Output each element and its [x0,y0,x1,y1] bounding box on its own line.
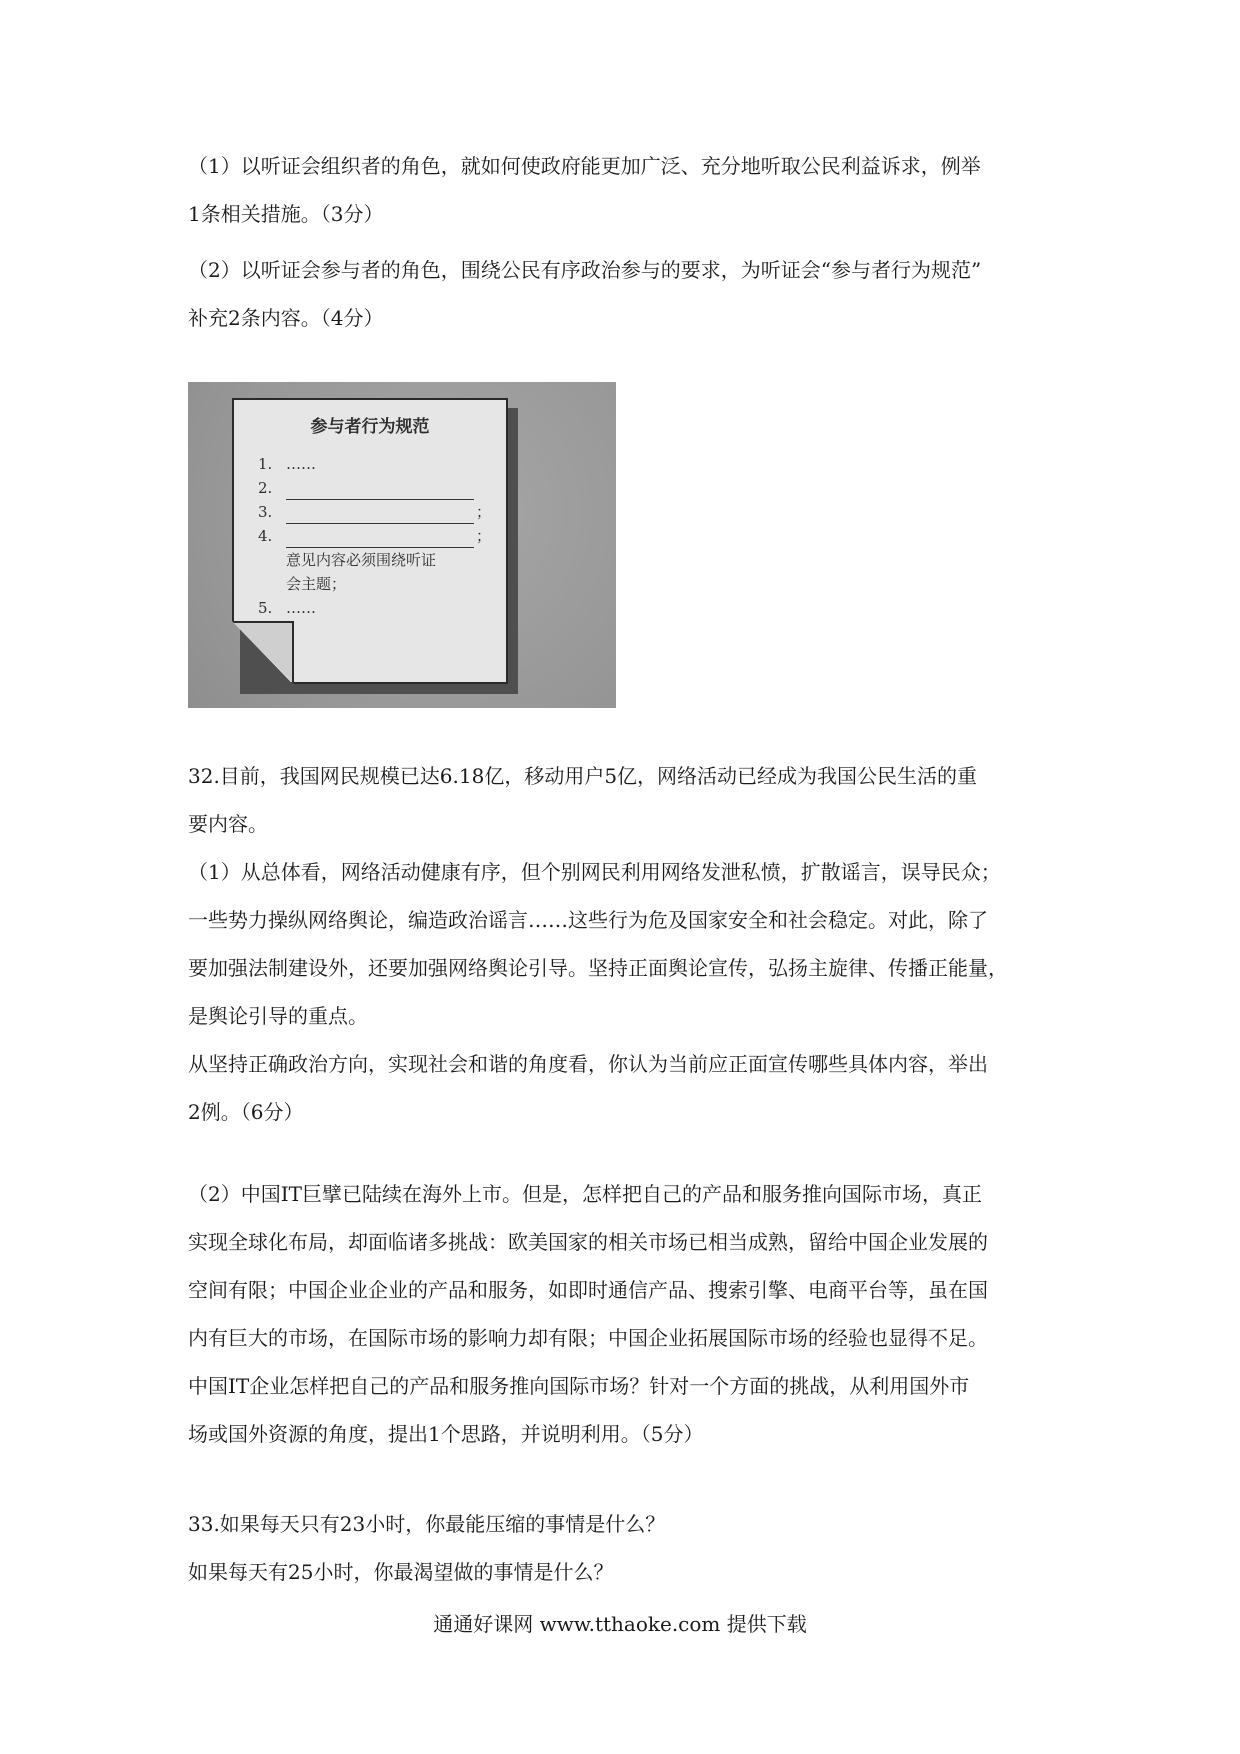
q32-part2-line2: 实现全球化布局，却面临诸多挑战：欧美国家的相关市场已相当成熟，留给中国企业发展的 [188,1230,988,1254]
q31-part1-line2: 1条相关措施。（3分） [188,202,384,226]
page-footer: 通通好课网 www.tthaoke.com 提供下载 [433,1612,807,1636]
note-item-number: 4. [258,527,273,545]
note-title: 参与者行为规范 [310,417,430,437]
q32-part1 [188,848,1068,1136]
q32-part2-line6: 场或国外资源的角度，提出1个思路，并说明利用。（5分） [188,1422,704,1446]
q32-part1-line1: （1）从总体看，网络活动健康有序，但个别网民利用网络发泄私愤，扩散谣言，误导民众； [188,860,1001,884]
q32-part1-line5: 从坚持正确政治方向，实现社会和谐的角度看，你认为当前应正面宣传哪些具体内容，举出 [188,1052,988,1076]
code-of-conduct-figure [188,382,616,708]
note-item-number: 3. [258,503,273,521]
q33-line2: 如果每天有25小时，你最渴望做的事情是什么？ [188,1560,614,1584]
q32-part1-line3: 要加强法制建设外，还要加强网络舆论引导。坚持正面舆论宣传，弘扬主旋律、传播正能量， [188,956,1008,980]
note-item-number: 5. [258,599,273,617]
note-item-text: …… [286,455,316,473]
q31-part2-line1: （2）以听证会参与者的角色，围绕公民有序政治参与的要求，为听证会“参与者行为规范” [188,258,982,282]
q31-part2-line2: 补充2条内容。（4分） [188,306,384,330]
note-item-text: ； [476,527,492,545]
note-item-text: 会主题； [286,575,347,593]
note-item-4 [258,524,498,548]
fill-in-blank [286,531,474,548]
q33-line1: 33.如果每天只有23小时，你最能压缩的事情是什么？ [188,1512,666,1536]
q32-intro-line2: 要内容。 [188,812,268,836]
q31-part2 [188,246,1068,342]
q32-part2-line4: 内有巨大的市场，在国际市场的影响力却有限；中国企业拓展国际市场的经验也显得不足。 [188,1326,988,1350]
note-item-number: 1. [258,455,273,473]
note-item-number: 2. [258,479,273,497]
q32-part1-line6: 2例。（6分） [188,1100,304,1124]
q32-part2 [188,1170,1068,1458]
note-item-3 [258,500,498,524]
fill-in-blank [286,483,474,500]
q31-part1-line1: （1）以听证会组织者的角色，就如何使政府能更加广泛、充分地听取公民利益诉求，例举 [188,154,981,178]
note-item-4-text-line2 [258,572,498,596]
note-item-text: …… [286,599,316,617]
q33 [188,1500,1068,1596]
note-item-5 [258,596,498,620]
note-item-text: 意见内容必须围绕听证 [286,551,437,569]
q31-part1 [188,142,1068,238]
q32-intro [188,752,1068,848]
q32-part2-line3: 空间有限；中国企业企业的产品和服务，如即时通信产品、搜索引擎、电商平台等，虽在国 [188,1278,988,1302]
note-item-list [258,452,498,620]
note-item-4-text-line1 [258,548,498,572]
q32-part1-line2: 一些势力操纵网络舆论，编造政治谣言……这些行为危及国家安全和社会稳定。对此，除了 [188,908,988,932]
note-item-text: ； [476,503,492,521]
q32-part2-line1: （2）中国IT巨擘已陆续在海外上市。但是，怎样把自己的产品和服务推向国际市场，真正 [188,1182,982,1206]
q32-part1-line4: 是舆论引导的重点。 [188,1004,368,1028]
note-item-1 [258,452,498,476]
q32-part2-line5: 中国IT企业怎样把自己的产品和服务推向国际市场？针对一个方面的挑战，从利用国外市 [188,1374,970,1398]
note-item-2 [258,476,498,500]
q32-intro-line1: 32.目前，我国网民规模已达6.18亿，移动用户5亿，网络活动已经成为我国公民生活的重 [188,764,978,788]
fill-in-blank [286,507,474,524]
